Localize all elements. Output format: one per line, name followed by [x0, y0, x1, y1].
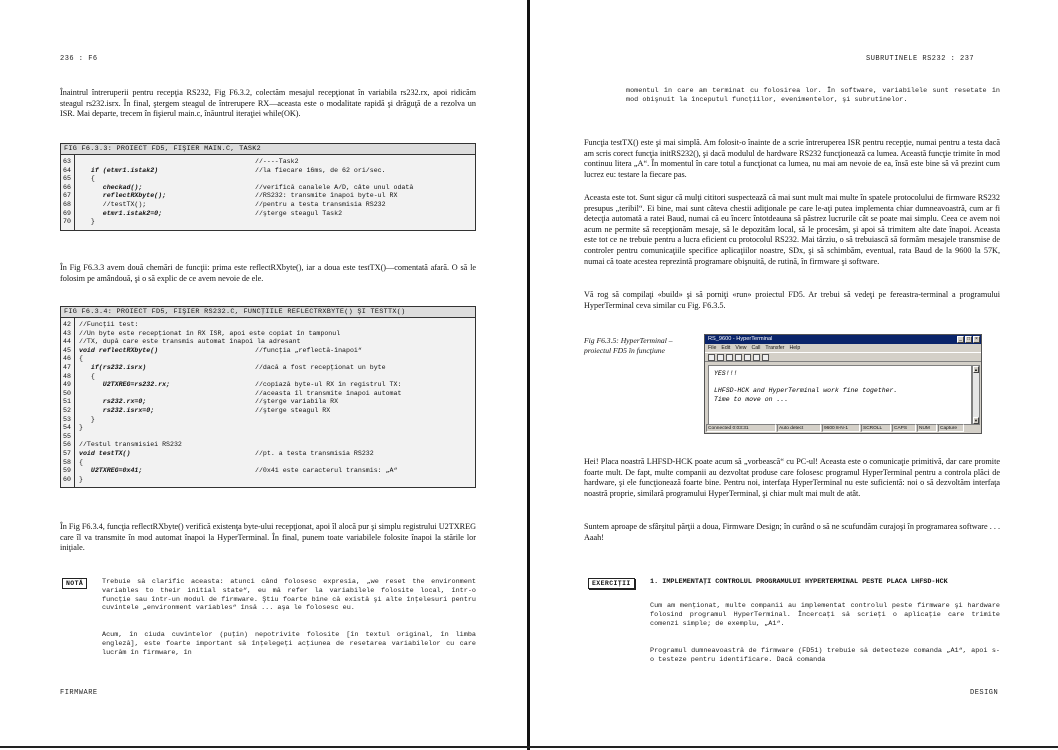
- line-number: 45: [63, 346, 71, 354]
- connect-icon[interactable]: [726, 354, 733, 361]
- code-line: [79, 416, 475, 425]
- code-text: {: [79, 355, 83, 363]
- line-number: 42: [63, 321, 71, 328]
- scroll-down-icon[interactable]: ▼: [974, 418, 978, 423]
- line-number: 56: [63, 441, 71, 449]
- code-line: [79, 201, 475, 210]
- status-cell: CAPS: [892, 424, 916, 432]
- line-number: 65: [63, 175, 71, 183]
- code-text: etmr1.istak2=0;: [79, 209, 163, 217]
- code-comment: //----Task2: [255, 158, 299, 165]
- code-line: [79, 373, 475, 382]
- code-comment: //şterge variabila RX: [255, 398, 339, 406]
- menu-item-view[interactable]: View: [735, 345, 747, 351]
- right-header: SUBRUTINELE RS232 : 237: [866, 55, 975, 63]
- code-line: [79, 476, 475, 485]
- code-block: [61, 318, 475, 487]
- code-text: //Un byte este recepţionat în RX ISR, apoi este copiat în tamponul: [79, 329, 341, 337]
- code-comment: //funcţia „reflectă-înapoi“: [255, 346, 362, 354]
- line-number: 55: [63, 432, 71, 440]
- window-title: RS_9600 - HyperTerminal: [708, 336, 773, 342]
- properties-icon[interactable]: [762, 354, 769, 361]
- code-text: if(rs232.isrx): [79, 363, 147, 371]
- code-line: [79, 364, 475, 373]
- code-line: [79, 441, 475, 450]
- code-text: void reflectRXbyte(): [79, 346, 159, 354]
- code-text: rs232.rx=0;: [79, 398, 147, 406]
- code-text: checkad();: [79, 183, 143, 191]
- code-text: U2TXREG=0x41;: [79, 467, 143, 475]
- code-block: [61, 155, 475, 230]
- menu-item-call[interactable]: Call: [751, 345, 761, 351]
- code-text: }: [79, 218, 95, 226]
- send-icon[interactable]: [744, 354, 751, 361]
- line-number: 43: [63, 329, 71, 337]
- vertical-scrollbar[interactable]: [972, 365, 980, 425]
- code-text: rs232.isrx=0;: [79, 406, 155, 414]
- code-text: if (etmr1.istak2): [79, 166, 159, 174]
- note-label: NOTĂ: [62, 578, 87, 589]
- figure-f6-3-4: [60, 306, 476, 488]
- code-line: [79, 390, 475, 399]
- figure-title: FIG F6.3.3: PROIECT FD5, FIŞIER MAIN.C, TASK2: [61, 144, 475, 155]
- code-text: }: [79, 475, 83, 483]
- menu-item-edit[interactable]: Edit: [721, 345, 731, 351]
- code-line: [79, 210, 475, 219]
- code-text: //Funcţii test:: [79, 321, 139, 328]
- status-cell: Connected 0:03:31: [706, 424, 776, 432]
- line-number: 52: [63, 406, 71, 414]
- status-cell: Auto detect: [777, 424, 821, 432]
- line-number: 66: [63, 183, 71, 191]
- open-icon[interactable]: [717, 354, 724, 361]
- code-text: reflectRXbyte();: [79, 192, 167, 200]
- code-text: }: [79, 415, 95, 423]
- line-number: 49: [63, 381, 71, 389]
- intro-text: Înaintrul întreruperii pentru recepţia RS232, Fig F6.3.2, colectăm mesajul recepţionat în variabila rs232.rx, apoi ridicăm steagul rs232.isrx. În final, ştergem steagul de întrerupere RX—aceasta este o modalitate rapidă şi drăguţă de a rezolva un ISR. Mai departe, trecem în fişierul main.c, înăuntrul iteraţiei while(OK).: [60, 88, 476, 119]
- code-line: [79, 321, 475, 330]
- exercise-paragraph-1: Cum am menţionat, multe companii au implementat controlul peste firmware şi hardware folosind programul HyperTerminal. Încercaţi să scrieţi o aplicaţie care trimite comenzi simple; de exemplu, „A1“.: [650, 602, 1000, 628]
- code-comment: //şterge steagul Task2: [255, 209, 343, 217]
- status-cell: Capture: [938, 424, 964, 432]
- window-menubar: [705, 344, 981, 352]
- code-comment: //pentru a testa transmisia RS232: [255, 200, 386, 208]
- maximize-icon[interactable]: □: [966, 336, 971, 342]
- left-middle-paragraph: În Fig F6.3.3 avem două chemări de funcţii: prima este reflectRXbyte(), iar a doua este testTX()—comentată afară. O să le folosim pe amândouă, şi o să explic de ce avem nevoie de ele.: [60, 263, 476, 283]
- window-toolbar: [705, 352, 981, 362]
- status-cell: 9600 8-N-1: [822, 424, 860, 432]
- left-footer: FIRMWARE: [60, 689, 98, 697]
- line-number: 44: [63, 338, 71, 346]
- line-number: 69: [63, 209, 71, 217]
- exercise-title: 1. IMPLEMENTAŢI CONTROLUL PROGRAMULUI HYPERTERMINAL PESTE PLACA LHFSD-HCK: [650, 578, 948, 586]
- line-number: 58: [63, 458, 71, 466]
- line-number: 47: [63, 363, 71, 371]
- code-comment: //0x41 este caracterul transmis: „A“: [255, 467, 398, 475]
- code-line: [79, 407, 475, 416]
- line-number: 70: [63, 218, 71, 226]
- code-line: [79, 330, 475, 339]
- code-line: [79, 192, 475, 201]
- code-lines: [75, 155, 475, 230]
- code-line: [79, 424, 475, 433]
- line-number: 60: [63, 475, 71, 483]
- code-text: {: [79, 372, 95, 380]
- figure-f6-3-3: [60, 143, 476, 231]
- line-number: 63: [63, 158, 71, 165]
- code-line: [79, 459, 475, 468]
- code-line: [79, 398, 475, 407]
- code-comment: //dacă a fost recepţionat un byte: [255, 363, 386, 371]
- code-line: [79, 167, 475, 176]
- line-number: 68: [63, 200, 71, 208]
- right-top-note: momentul în care am terminat cu folosirea lor. În software, variabilele sunt resetate în mod obişnuit la începutul funcţiilor, evenimentelor, şi subrutinelor.: [626, 87, 1000, 104]
- code-line: [79, 347, 475, 356]
- left-intro-paragraph: [60, 88, 476, 120]
- line-numbers: [61, 155, 75, 230]
- right-paragraph-5: Suntem aproape de sfârşitul părţii a doua, Firmware Design; în curând o să ne scufundăm curajoşi în programarea software . . . Aaah!: [584, 522, 1000, 542]
- code-comment: //şterge steagul RX: [255, 406, 331, 414]
- code-line: [79, 184, 475, 193]
- code-text: {: [79, 175, 95, 183]
- line-number: 54: [63, 424, 71, 432]
- right-footer: DESIGN: [970, 689, 999, 697]
- code-comment: //la fiecare 16ms, de 62 ori/sec.: [255, 166, 386, 174]
- figure-title: FIG F6.3.4: PROIECT FD5, FIŞIER RS232.C, FUNCŢIILE REFLECTRXBYTE() ŞI TESTTX(): [61, 307, 475, 318]
- status-cell: NUM: [917, 424, 937, 432]
- left-after-fig-paragraph: În Fig F6.3.4, funcţia reflectRXbyte() verifică existenţa byte-ului recepţionat, apoi îl alocă pur şi simplu registrului U2TXREG care îl va transmite în mod automat înapoi la HyperTerminal. În final, punem toate variabilele folosite înapoi la stările lor iniţiale.: [60, 522, 476, 553]
- code-line: [79, 338, 475, 347]
- code-line: [79, 433, 475, 442]
- code-lines: [75, 318, 475, 487]
- code-text: //Testul transmisiei RS232: [79, 441, 182, 449]
- code-comment: //aceasta îl transmite înapoi automat: [255, 389, 402, 397]
- line-number: 51: [63, 398, 71, 406]
- page-gutter: [527, 0, 530, 750]
- window-titlebar[interactable]: [705, 335, 981, 344]
- status-cell: SCROLL: [861, 424, 891, 432]
- right-paragraph-3: Vă rog să compilaţi «build» şi să porniţi «run» proiectul FD5. Ar trebui să vedeţi pe fereastra-terminal a programului HyperTerminal ceva similar cu Fig. F6.3.5.: [584, 290, 1000, 310]
- code-line: [79, 467, 475, 476]
- hyperterminal-window: [704, 334, 982, 434]
- line-numbers: [61, 318, 75, 487]
- terminal-output[interactable]: YES!!! LHFSD-HCK and HyperTerminal work fine together. Time to move on ...: [708, 365, 972, 425]
- menu-item-transfer[interactable]: Transfer: [765, 345, 785, 351]
- code-line: [79, 218, 475, 227]
- line-number: 50: [63, 389, 71, 397]
- line-number: 57: [63, 449, 71, 457]
- bottom-rule: [0, 746, 1058, 748]
- disconnect-icon[interactable]: [735, 354, 742, 361]
- code-comment: //RS232: transmite înapoi byte-ul RX: [255, 192, 398, 200]
- receive-icon[interactable]: [753, 354, 760, 361]
- menu-item-help[interactable]: Help: [789, 345, 801, 351]
- menu-item-file[interactable]: File: [708, 345, 717, 351]
- code-text: }: [79, 424, 83, 432]
- code-line: [79, 355, 475, 364]
- line-number: 59: [63, 467, 71, 475]
- exercise-paragraph-2: Programul dumneavoastră de firmware (FD51) trebuie să detecteze comanda „A1“, apoi s-o testeze pentru identificare. Dacă comanda: [650, 647, 1000, 664]
- code-comment: //verifică canalele A/D, câte unul odată: [255, 183, 414, 191]
- code-line: [79, 450, 475, 459]
- line-number: 64: [63, 166, 71, 174]
- code-line: [79, 175, 475, 184]
- line-number: 46: [63, 355, 71, 363]
- code-text: {: [79, 458, 83, 466]
- code-comment: //pt. a testa transmisia RS232: [255, 449, 374, 457]
- figure-caption: Fig F6.3.5: HyperTerminal – proiectul FD5 în funcţiune: [584, 336, 673, 355]
- scroll-up-icon[interactable]: ▲: [974, 367, 978, 372]
- line-number: 67: [63, 192, 71, 200]
- close-icon[interactable]: ×: [973, 336, 980, 343]
- line-number: 48: [63, 372, 71, 380]
- right-paragraph-2: Aceasta este tot. Sunt sigur că mulţi cititori suspectează că mai sunt mult mai multe în spatele protocolului de firmware RS232 presupus „teribil“. Ei bine, mai sunt câteva chestii adiţionale pe care le-aţi putea implementa chiar dumneavoastră, cum ar fi detecţia automată a ratei Baud, numai că eu încerc întotdeauna să păstrez lucrurile cât se poate mai simplu. Ceea ce avem noi acum ne permite să recepţionăm mesaje, să le depozităm local, să le procesăm, şi apoi să trimitem alte date înapoi. Aceasta este tot ce ne trebuie pentru a lucra eficient cu protocolul RS232. Mai târziu, o să trebuiască să formăm mesajele transmise de controler pentru comunicaţiile specifice aplicaţiilor noastre, SDx, şi să schimbăm, eventual, rata Baud de la 9600 la 57K, numai că toate acestea reprezintă programare obişnuită, de rutină, în firmware şi software.: [584, 193, 1000, 266]
- code-text: U2TXREG=rs232.rx;: [79, 381, 171, 389]
- code-text: //TX, după care este transmis automat înapoi la adresant: [79, 338, 301, 346]
- minimize-icon[interactable]: _: [957, 336, 964, 343]
- code-text: void testTX(): [79, 449, 131, 457]
- new-icon[interactable]: [708, 354, 715, 361]
- code-text: //testTX();: [79, 200, 147, 208]
- right-paragraph-4: Hei! Placa noastră LHFSD-HCK poate acum să „vorbească“ cu PC-ul! Aceasta este o comunicaţie primitivă, dar care promite foarte mult. De fapt, multe companii au dezvoltat produse care folosesc programul HyperTerminal pentru a controla plăci de hardware, şi ele funcţionează foarte bine. Pentru noi, interfaţa HyperTerminal nu este suficientă: noi o să dezvoltăm interfaţa noastră proprie, similară programului HyperTerminal, şi chiar mult mai mult de atât.: [584, 457, 1000, 498]
- code-comment: //copiază byte-ul RX în registrul TX:: [255, 381, 402, 389]
- code-line: [79, 158, 475, 167]
- window-statusbar: [706, 424, 980, 432]
- note-paragraph-1: Trebuie să clarific aceasta: atunci când folosesc expresia, „we reset the environment variables to their initial state“, eu mă refer la variabilele folosite local, într-o funcţie sau într-un modul de firmware. Ştiu foarte bine că există şi alte înţelesuri pentru cuvintele „environment variables“ însă ... aşa le folosesc eu.: [102, 578, 476, 613]
- right-paragraph-1: Funcţia testTX() este şi mai simplă. Am folosit-o înainte de a scrie întreruperea ISR pentru recepţie, numai pentru a testa dacă am scris corect funcţia initRS232(), şi dacă modulul de hardware RS232 funcţionează ca lumea. Această funcţie trimite în mod continuu litera „A“. În momentul în care totul a funcţionat ca lumea, nu mai am nevoie de ea, însă este bine să vă prezint cum lucrez eu: testare la fiecare pas.: [584, 138, 1000, 179]
- exercises-label: EXERCIŢII: [588, 578, 635, 589]
- code-line: [79, 381, 475, 390]
- left-header: 236 : F6: [60, 55, 98, 63]
- note-paragraph-2: Acum, în ciuda cuvintelor (puţin) nepotrivite folosite [în textul original, în limba engleză], este foarte important să înţelegeţi acţiunea de resetarea variabilelor cu care lucrăm în firmware, în: [102, 631, 476, 657]
- line-number: 53: [63, 415, 71, 423]
